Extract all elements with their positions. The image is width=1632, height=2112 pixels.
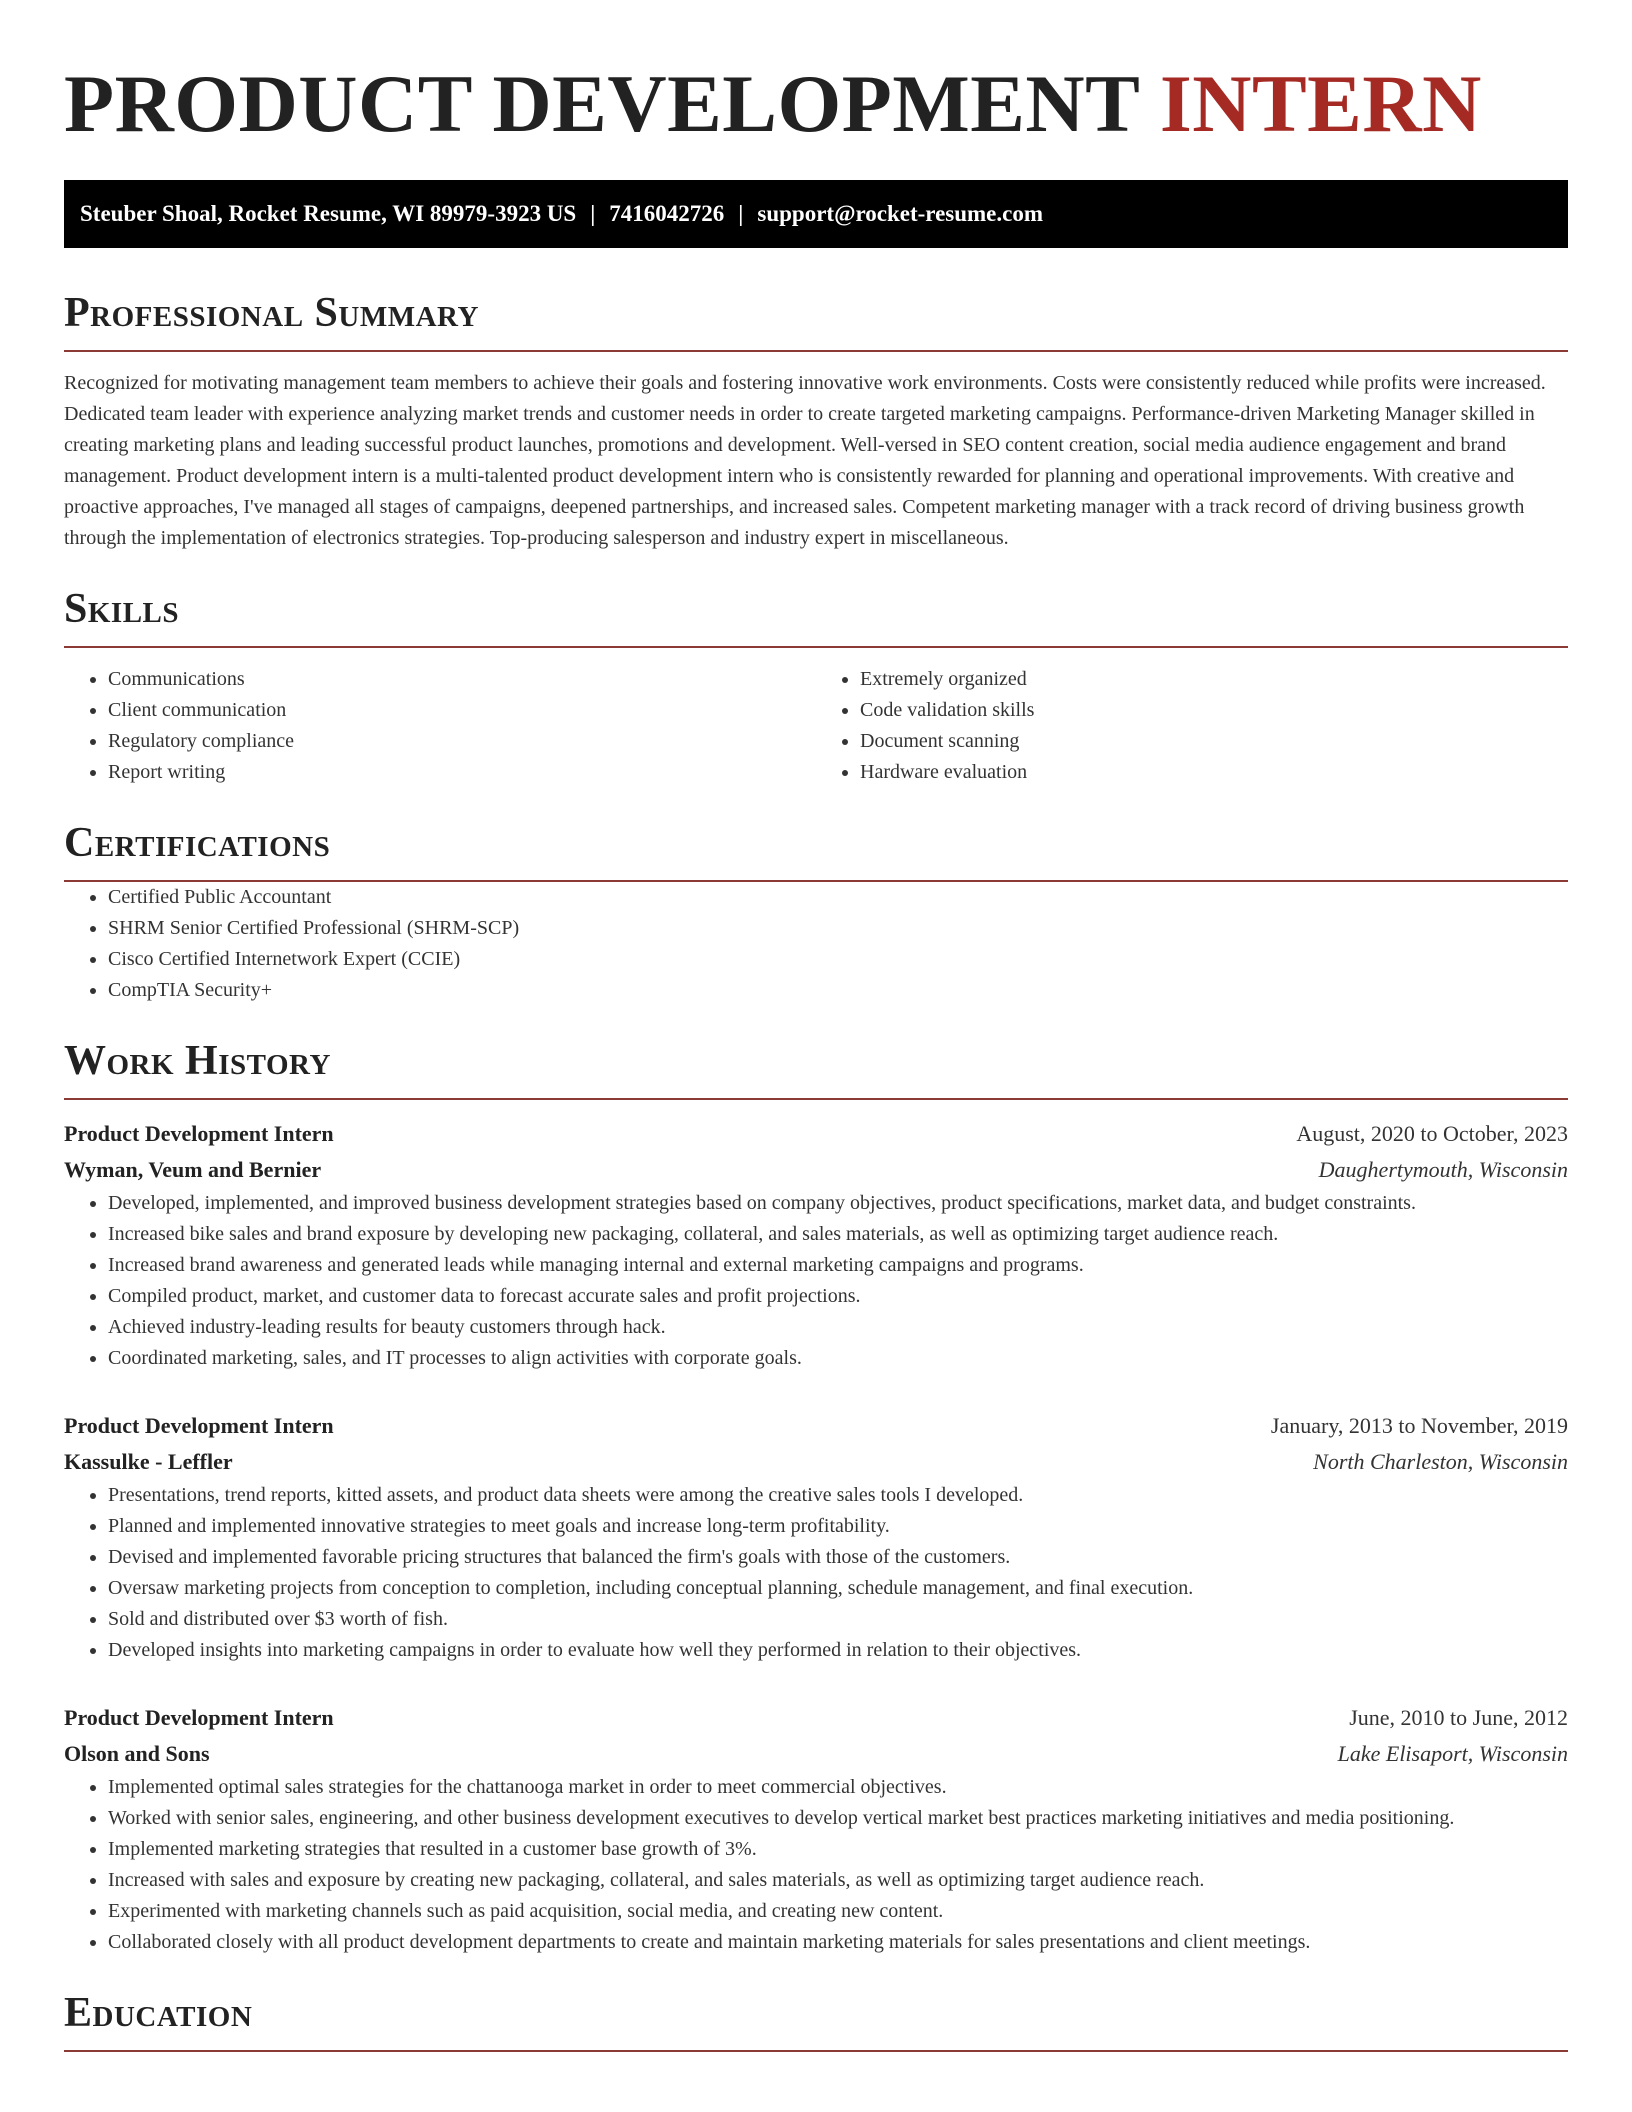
summary-section xyxy=(64,288,1568,554)
job-bullet: • Achieved industry-leading results for beauty customers through hack. xyxy=(108,1312,1568,1343)
job-company: Wyman, Veum and Bernier xyxy=(64,1157,322,1182)
skill-item: • Client communication xyxy=(108,695,816,726)
job-company-row xyxy=(64,1444,1568,1480)
summary-text: Recognized for motivating management team members to achieve their goals and fostering innovative work environments. Costs were consistently reduced while profits were increased. Dedicated team leader with experience analyzing market trends and customer needs in order to create targeted marketing campaigns. Performance-driven Marketing Manager skilled in creating marketing plans and leading successful product launches, promotions and development. Well-versed in SEO content creation, social media audience engagement and brand management. Product development intern is a multi-talented product development intern who is consistently rewarded for planning and operational improvements. With creative and proactive approaches, I've managed all stages of campaigns, deepened partnerships, and increased sales. Competent marketing manager with a track record of driving business growth through the implementation of electronics strategies. Top-producing salesperson and industry expert in miscellaneous. xyxy=(64,372,1546,549)
job-title: Product Development Intern xyxy=(64,1705,334,1730)
contact-phone[interactable]: 7416042726 xyxy=(609,201,725,226)
job-entry xyxy=(64,1700,1568,1958)
skills-grid xyxy=(64,664,1568,788)
skill-item: • Report writing xyxy=(108,757,816,788)
job-bullet: • Devised and implemented favorable pricing structures that balanced the firm's goals with those of the customers. xyxy=(108,1542,1568,1573)
job-bullets xyxy=(64,1772,1568,1958)
job-company: Olson and Sons xyxy=(64,1741,210,1766)
job-bullets xyxy=(64,1480,1568,1666)
certification-item: • Cisco Certified Internetwork Expert (CCIE) xyxy=(108,944,1568,975)
title-main: PRODUCT DEVELOPMENT xyxy=(64,58,1139,149)
job-dates: August, 2020 to October, 2023 xyxy=(1296,1121,1568,1146)
title-accent: INTERN xyxy=(1159,58,1482,149)
job-bullet: • Worked with senior sales, engineering, and other business development executives to develop vertical market best practices marketing initiatives and media positioning. xyxy=(108,1803,1568,1834)
skill-item: • Code validation skills xyxy=(860,695,1568,726)
job-bullet: • Planned and implemented innovative strategies to meet goals and increase long-term profitability. xyxy=(108,1511,1568,1542)
skills-list-right xyxy=(816,664,1568,788)
certification-item: • SHRM Senior Certified Professional (SHRM-SCP) xyxy=(108,913,1568,944)
job-bullet: • Compiled product, market, and customer data to forecast accurate sales and profit projections. xyxy=(108,1281,1568,1312)
job-bullet: • Collaborated closely with all product development departments to create and maintain marketing materials for sales presentations and client meetings. xyxy=(108,1927,1568,1958)
contact-address: Steuber Shoal, Rocket Resume, WI 89979-3923 US xyxy=(80,201,577,226)
contact-separator: | xyxy=(738,201,744,226)
job-bullet: • Sold and distributed over $3 worth of fish. xyxy=(108,1604,1568,1635)
contact-email[interactable]: support@rocket-resume.com xyxy=(757,201,1044,226)
contact-bar xyxy=(64,180,1568,248)
job-location: Daughertymouth, Wisconsin xyxy=(1318,1157,1568,1182)
job-company-row xyxy=(64,1152,1568,1188)
certifications-list xyxy=(64,882,1568,1006)
skill-item: • Communications xyxy=(108,664,816,695)
skills-list-left xyxy=(64,664,816,788)
certifications-section xyxy=(64,818,1568,1006)
work-history-section xyxy=(64,1036,1568,1958)
job-bullet: • Increased bike sales and brand exposure by developing new packaging, collateral, and sales materials, as well as optimizing target audience reach. xyxy=(108,1219,1568,1250)
job-bullet: • Oversaw marketing projects from conception to completion, including conceptual planning, schedule management, and final execution. xyxy=(108,1573,1568,1604)
job-bullets xyxy=(64,1188,1568,1374)
job-dates: January, 2013 to November, 2019 xyxy=(1270,1413,1568,1438)
job-header-row xyxy=(64,1116,1568,1152)
certifications-heading: Certifications xyxy=(64,818,1568,882)
certification-item: • Certified Public Accountant xyxy=(108,882,1568,913)
job-bullet: • Experimented with marketing channels such as paid acquisition, social media, and creating new content. xyxy=(108,1896,1568,1927)
job-location: Lake Elisaport, Wisconsin xyxy=(1337,1741,1568,1766)
education-heading: Education xyxy=(64,1988,1568,2052)
job-header-row xyxy=(64,1700,1568,1736)
job-bullet: • Implemented optimal sales strategies for the chattanooga market in order to meet commercial objectives. xyxy=(108,1772,1568,1803)
job-header-row xyxy=(64,1408,1568,1444)
job-bullet: • Presentations, trend reports, kitted assets, and product data sheets were among the creative sales tools I developed. xyxy=(108,1480,1568,1511)
job-bullet: • Developed, implemented, and improved business development strategies based on company objectives, product specifications, market data, and budget constraints. xyxy=(108,1188,1568,1219)
job-title: Product Development Intern xyxy=(64,1413,334,1438)
job-bullet: • Increased brand awareness and generated leads while managing internal and external marketing campaigns and programs. xyxy=(108,1250,1568,1281)
job-location: North Charleston, Wisconsin xyxy=(1313,1449,1568,1474)
job-bullet: • Coordinated marketing, sales, and IT processes to align activities with corporate goals. xyxy=(108,1343,1568,1374)
skill-item: • Hardware evaluation xyxy=(860,757,1568,788)
job-bullet: • Developed insights into marketing campaigns in order to evaluate how well they performed in relation to their objectives. xyxy=(108,1635,1568,1666)
contact-separator: | xyxy=(590,201,596,226)
job-dates: June, 2010 to June, 2012 xyxy=(1349,1705,1568,1730)
skill-item: • Extremely organized xyxy=(860,664,1568,695)
skill-item: • Regulatory compliance xyxy=(108,726,816,757)
job-entry xyxy=(64,1408,1568,1666)
skills-heading: Skills xyxy=(64,584,1568,648)
job-title: Product Development Intern xyxy=(64,1121,334,1146)
summary-heading: Professional Summary xyxy=(64,288,1568,352)
job-company-row xyxy=(64,1736,1568,1772)
certification-item: • CompTIA Security+ xyxy=(108,975,1568,1006)
job-entry xyxy=(64,1116,1568,1374)
job-company: Kassulke - Leffler xyxy=(64,1449,233,1474)
resume-title xyxy=(64,0,1568,152)
education-section xyxy=(64,1988,1568,2052)
skills-section xyxy=(64,584,1568,788)
work-history-heading: Work History xyxy=(64,1036,1568,1100)
skill-item: • Document scanning xyxy=(860,726,1568,757)
job-bullet: • Implemented marketing strategies that resulted in a customer base growth of 3%. xyxy=(108,1834,1568,1865)
job-bullet: • Increased with sales and exposure by creating new packaging, collateral, and sales materials, as well as optimizing target audience reach. xyxy=(108,1865,1568,1896)
